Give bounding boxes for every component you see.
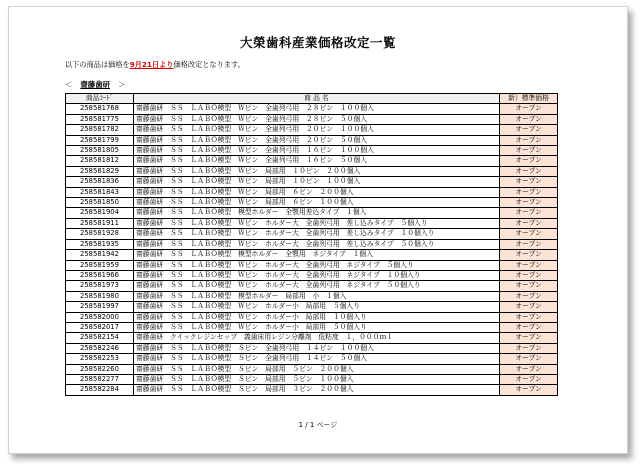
product-code-cell: 258581935 [66, 239, 134, 249]
product-name-cell: 齋藤歯研 ＳＳ ＬＡＢＯ模型 Ｗピン ホルダー大 全歯列弓用 ネジタイプ ５個入り [134, 260, 500, 270]
table-row [66, 218, 558, 228]
price-cell: オープン [500, 364, 558, 374]
price-cell: オープン [500, 104, 558, 114]
price-cell: オープン [500, 198, 558, 208]
price-cell: オープン [500, 250, 558, 260]
product-name-cell: 齋藤歯研 ＳＳ ＬＡＢＯ模型 Ｓピン 局部用 ５ピン １００個入 [134, 374, 500, 384]
table-row [66, 250, 558, 260]
product-code-cell: 258581942 [66, 250, 134, 260]
price-cell: オープン [500, 302, 558, 312]
vendor-name: 齋藤歯研 [80, 80, 110, 89]
price-cell: オープン [500, 146, 558, 156]
price-cell: オープン [500, 177, 558, 187]
product-code-cell: 258581768 [66, 104, 134, 114]
product-code-cell: 258581904 [66, 208, 134, 218]
product-code-cell: 258581782 [66, 125, 134, 135]
notice-suffix: 価格改定となります。 [173, 60, 245, 69]
vendor-open-bracket: ＜ [65, 80, 73, 89]
product-name-cell: 齋藤歯研 ＳＳ ＬＡＢＯ模型 Ｗピン 局部用 １０ピン １００個入 [134, 177, 500, 187]
product-name-cell: 齋藤歯研 ＳＳ ＬＡＢＯ模型 Ｗピン 全歯列弓用 １６ピン １００個入 [134, 146, 500, 156]
product-name-cell: 齋藤歯研 ＳＳ ＬＡＢＯ模型 模型ホルダー 全顎用 ネジタイプ １個入 [134, 250, 500, 260]
product-name-cell: 齋藤歯研 ＳＳ ＬＡＢＯ模型 Ｗピン 全歯列弓用 ２８ピン ５０個入 [134, 114, 500, 124]
table-row [66, 135, 558, 145]
product-code-cell: 258581980 [66, 291, 134, 301]
product-name-cell: 齋藤歯研 ＳＳ ＬＡＢＯ模型 Ｗピン ホルダー小 局部用 １０個入り [134, 312, 500, 322]
product-name-cell: 齋藤歯研 ＳＳ ＬＡＢＯ模型 Ｓピン 全歯列弓用 １４ピン １００個入 [134, 343, 500, 353]
price-cell: オープン [500, 333, 558, 343]
price-cell: オープン [500, 385, 558, 395]
price-cell: オープン [500, 166, 558, 176]
table-row [66, 104, 558, 114]
table-row [66, 166, 558, 176]
vendor-close-bracket: ＞ [117, 80, 126, 89]
table-row [66, 239, 558, 249]
price-cell: オープン [500, 374, 558, 384]
price-cell: オープン [500, 322, 558, 332]
product-code-cell: 258581812 [66, 156, 134, 166]
product-name-cell: 齋藤歯研 ＳＳ ＬＡＢＯ模型 Ｗピン ホルダー小 局部用 ５個入り [134, 302, 500, 312]
product-name-cell: 齋藤歯研 ＳＳ ＬＡＢＯ模型 Ｗピン ホルダー大 全歯列弓用 ネジタイプ ５０個入り [134, 281, 500, 291]
price-cell: オープン [500, 239, 558, 249]
price-cell: オープン [500, 156, 558, 166]
price-cell: オープン [500, 125, 558, 135]
table-row [66, 354, 558, 364]
product-name-cell: 齋藤歯研 ＳＳ ＬＡＢＯ模型 Ｗピン 局部用 ６ピン ２００個入 [134, 187, 500, 197]
product-name-cell: 齋藤歯研 ＳＳ ＬＡＢＯ模型 Ｗピン ホルダー大 全歯列弓用 差し込みタイプ ５個入り [134, 218, 500, 228]
table-row [66, 208, 558, 218]
price-cell: オープン [500, 281, 558, 291]
product-name-cell: 齋藤歯研 ＳＳ ＬＡＢＯ模型 Ｗピン 局部用 ６ピン １００個入 [134, 198, 500, 208]
product-name-cell: 齋藤歯研 ＳＳ ＬＡＢＯ模型 Ｗピン 局部用 １０ピン ２００個入 [134, 166, 500, 176]
product-code-cell: 258582260 [66, 364, 134, 374]
document-page [8, 6, 628, 454]
product-code-cell: 258581850 [66, 198, 134, 208]
table-row [66, 156, 558, 166]
product-code-cell: 258582253 [66, 354, 134, 364]
product-code-cell: 258582154 [66, 333, 134, 343]
product-code-cell: 258581829 [66, 166, 134, 176]
product-name-cell: 齋藤歯研 ＳＳ ＬＡＢＯ模型 Ｗピン ホルダー大 全歯列弓用 差し込みタイプ ５０個入り [134, 239, 500, 249]
product-code-cell: 258582277 [66, 374, 134, 384]
price-cell: オープン [500, 343, 558, 353]
product-code-cell: 258582000 [66, 312, 134, 322]
table-row [66, 374, 558, 384]
effective-date: 9月21日より [129, 60, 174, 69]
product-name-cell: 齋藤歯研 クイックレジンセップ 義歯床用レジン分離剤 低粘度 １，０００ｍｌ [134, 333, 500, 343]
price-cell: オープン [500, 354, 558, 364]
vendor-heading [65, 79, 125, 90]
product-name-cell: 齋藤歯研 ＳＳ ＬＡＢＯ模型 模型ホルダー 局部用 小 １個入 [134, 291, 500, 301]
product-code-cell: 258582284 [66, 385, 134, 395]
table-row [66, 125, 558, 135]
table-row [66, 187, 558, 197]
product-code-cell: 258581997 [66, 302, 134, 312]
product-name-cell: 齋藤歯研 ＳＳ ＬＡＢＯ模型 Ｗピン 全歯列弓用 ２０ピン ５０個入 [134, 135, 500, 145]
product-code-cell: 258581973 [66, 281, 134, 291]
price-cell: オープン [500, 291, 558, 301]
price-change-notice [65, 60, 245, 70]
product-code-cell: 258582017 [66, 322, 134, 332]
product-code-cell: 258581843 [66, 187, 134, 197]
price-cell: オープン [500, 229, 558, 239]
table-row [66, 364, 558, 374]
table-row [66, 114, 558, 124]
price-cell: オープン [500, 187, 558, 197]
price-cell: オープン [500, 135, 558, 145]
product-name-cell: 齋藤歯研 ＳＳ ＬＡＢＯ模型 Ｗピン 全歯列弓用 ２８ピン １００個入 [134, 104, 500, 114]
table-row [66, 312, 558, 322]
price-cell: オープン [500, 312, 558, 322]
table-row [66, 177, 558, 187]
product-code-cell: 258582246 [66, 343, 134, 353]
product-code-cell: 258581775 [66, 114, 134, 124]
product-code-cell: 258581928 [66, 229, 134, 239]
table-row [66, 302, 558, 312]
header-code: 商品ｺｰﾄﾞ [66, 94, 134, 104]
table-row [66, 229, 558, 239]
product-name-cell: 齋藤歯研 ＳＳ ＬＡＢＯ模型 Ｓピン 全歯列弓用 １４ピン ５０個入 [134, 354, 500, 364]
header-name: 商 品 名 [134, 94, 500, 104]
table-row [66, 281, 558, 291]
product-name-cell: 齋藤歯研 ＳＳ ＬＡＢＯ模型 Ｗピン 全歯列弓用 １６ピン ５０個入 [134, 156, 500, 166]
product-code-cell: 258581799 [66, 135, 134, 145]
product-name-cell: 齋藤歯研 ＳＳ ＬＡＢＯ模型 Ｗピン ホルダー大 全歯列弓用 ネジタイプ １０個入り [134, 270, 500, 280]
table-row [66, 322, 558, 332]
price-cell: オープン [500, 208, 558, 218]
price-cell: オープン [500, 218, 558, 228]
table-row [66, 343, 558, 353]
product-code-cell: 258581966 [66, 270, 134, 280]
product-code-cell: 258581836 [66, 177, 134, 187]
product-code-cell: 258581805 [66, 146, 134, 156]
page-title: 大榮歯科産業価格改定一覧 [239, 35, 396, 50]
product-name-cell: 齋藤歯研 ＳＳ ＬＡＢＯ模型 模型ホルダー 全顎用差込タイプ １個入 [134, 208, 500, 218]
product-name-cell: 齋藤歯研 ＳＳ ＬＡＢＯ模型 Ｗピン ホルダー小 局部用 ５０個入り [134, 322, 500, 332]
product-name-cell: 齋藤歯研 ＳＳ ＬＡＢＯ模型 Ｗピン 全歯列弓用 ２０ピン １００個入 [134, 125, 500, 135]
table-row [66, 385, 558, 395]
price-table [65, 93, 558, 396]
notice-prefix: 以下の商品は価格を [65, 60, 130, 69]
table-row [66, 270, 558, 280]
price-cell: オープン [500, 270, 558, 280]
product-name-cell: 齋藤歯研 ＳＳ ＬＡＢＯ模型 Ｓピン 局部用 ３ピン ２００個入 [134, 385, 500, 395]
table-row [66, 260, 558, 270]
header-price: 新）標準価格 [500, 94, 558, 104]
page-number: 1 / 1 ページ [298, 421, 338, 429]
table-row [66, 198, 558, 208]
price-cell: オープン [500, 260, 558, 270]
product-name-cell: 齋藤歯研 ＳＳ ＬＡＢＯ模型 Ｗピン ホルダー大 全歯列弓用 差し込みタイプ １０個入り [134, 229, 500, 239]
price-cell: オープン [500, 114, 558, 124]
table-row [66, 146, 558, 156]
table-header-row [66, 94, 558, 104]
table-row [66, 333, 558, 343]
table-row [66, 291, 558, 301]
product-code-cell: 258581911 [66, 218, 134, 228]
table-body [66, 104, 558, 395]
product-code-cell: 258581959 [66, 260, 134, 270]
product-name-cell: 齋藤歯研 ＳＳ ＬＡＢＯ模型 Ｓピン 局部用 ５ピン ２００個入 [134, 364, 500, 374]
